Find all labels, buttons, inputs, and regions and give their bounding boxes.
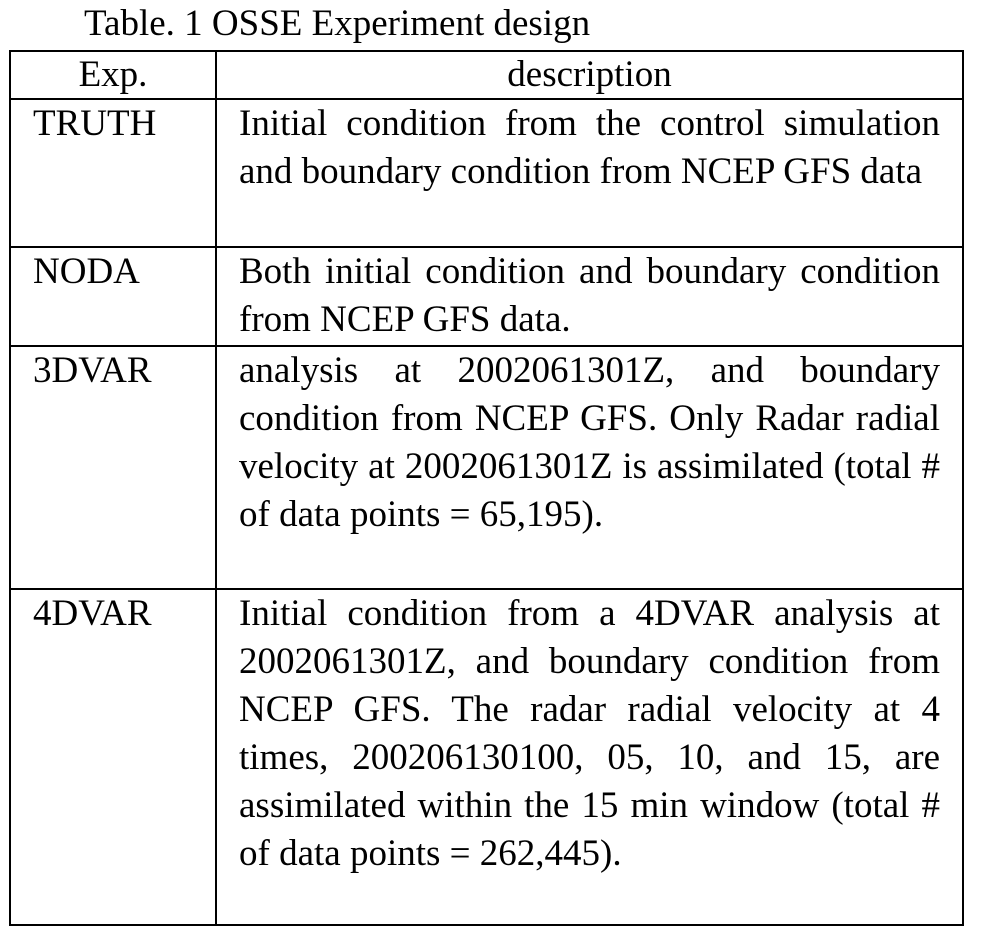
cell-description: Initial condition from a 4DVAR analysis at 2002061301Z, and boundary condition from NCEP GFS. The radar radial velocity at 4 times, 200206130100, 05, 10, and 15, are assimilated within the 15 min window (total # of data points = 262,445). (216, 589, 963, 925)
cell-description: Both initial condition and boundary condition from NCEP GFS data. (216, 247, 963, 346)
table-caption: Table. 1 OSSE Experiment design (84, 3, 591, 44)
table-row (10, 99, 963, 247)
table-header-row (10, 51, 963, 99)
cell-exp: 3DVAR (10, 346, 216, 589)
cell-exp: NODA (10, 247, 216, 346)
table-row (10, 346, 963, 589)
experiment-table (9, 50, 964, 926)
header-description: description (216, 51, 963, 99)
cell-exp: TRUTH (10, 99, 216, 247)
cell-description: analysis at 2002061301Z, and boundary condition from NCEP GFS. Only Radar radial velocity at 2002061301Z is assimilated (total # of data points = 65,195). (216, 346, 963, 589)
cell-description: Initial condition from the control simulation and boundary condition from NCEP GFS data (216, 99, 963, 247)
cell-exp: 4DVAR (10, 589, 216, 925)
table-row (10, 247, 963, 346)
table-row (10, 589, 963, 925)
header-exp: Exp. (10, 51, 216, 99)
